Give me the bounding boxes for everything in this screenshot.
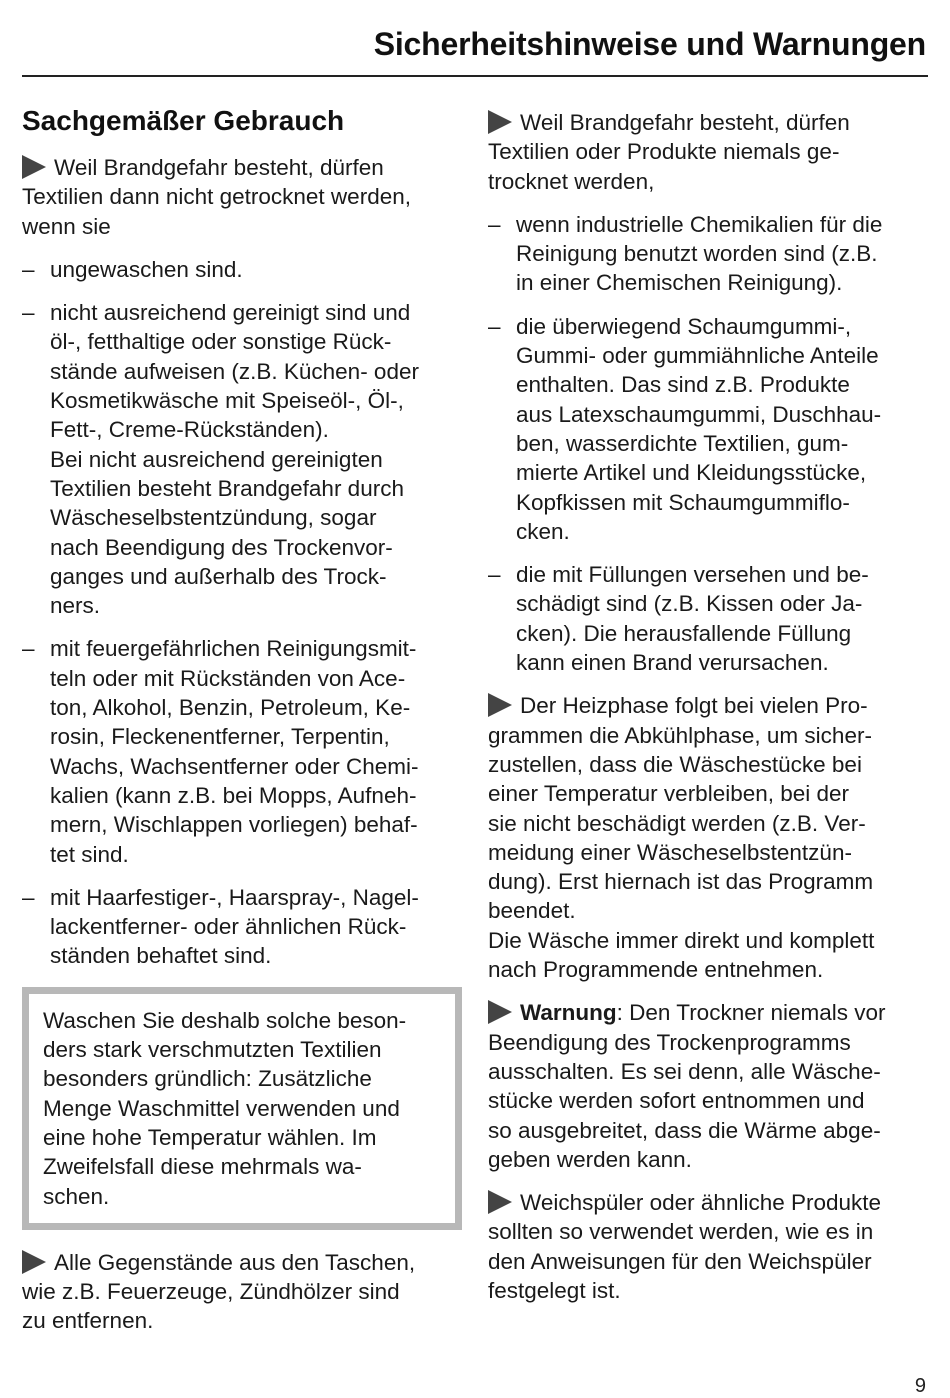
triangle-bullet-icon bbox=[22, 1250, 46, 1274]
triangle-bullet-icon bbox=[22, 155, 46, 179]
list-item bbox=[488, 210, 928, 298]
softener-paragraph bbox=[488, 1188, 928, 1305]
pockets-paragraph bbox=[22, 1248, 462, 1336]
left-column bbox=[22, 103, 462, 1350]
list-item-text: die überwiegend Schaumgummi-, Gummi- oder gummiähnliche Anteile enthalten. Das sind z.B. Produkte aus Latexschaumgummi, Duschhau- ben, wasserdichte Textilien, gum- mierte Artikel und Kleidungsstücke, Kopfkissen mit Schaumgummiflo- cken. bbox=[516, 313, 882, 544]
right-column bbox=[488, 108, 928, 1319]
intro-paragraph bbox=[22, 153, 462, 241]
intro-text: Weil Brandgefahr besteht, dürfen Textilien oder Produkte niemals ge- trocknet werden, bbox=[488, 110, 850, 194]
warning-paragraph bbox=[488, 998, 928, 1174]
intro-text: Weil Brandgefahr besteht, dürfen Textilien dann nicht getrocknet werden, wenn sie bbox=[22, 155, 411, 239]
page-number: 9 bbox=[914, 1375, 926, 1397]
note-box: Waschen Sie deshalb solche beson- ders stark verschmutzten Textilien besonders gründlich: Zusätzliche Menge Waschmittel verwenden und eine hohe Temperatur wählen. Im Zweifelsfall diese mehrmals wa- schen. bbox=[22, 987, 462, 1230]
pockets-text: Alle Gegenstände aus den Taschen, wie z.B. Feuerzeuge, Zündhölzer sind zu entfernen. bbox=[22, 1249, 416, 1334]
list-item-text: wenn industrielle Chemikalien für die Reinigung benutzt worden sind (z.B. in einer Chemischen Reinigung). bbox=[516, 211, 883, 296]
heat-phase-text: Der Heizphase folgt bei vielen Pro- grammen die Abkühlphase, um sicher- zustellen, dass die Wäschestücke bei einer Temperatur verbleiben, bei der sie nicht beschädigt werden (z.B. Ver- meidung einer Wäscheselbstentzün- dung). Erst hiernach ist das Programm beendet. Die Wäsche immer direkt und komplett nach Programmende entnehmen. bbox=[488, 693, 875, 983]
page-title: Sicherheitshinweise und Warnungen bbox=[373, 26, 926, 62]
dash-bullet: – bbox=[488, 211, 501, 237]
warning-text: : Den Trockner niemals vor Beendigung des Trockenprogramms ausschalten. Es sei denn, alle Wäsche- stücke werden sofort entnommen und so ausgebreitet, dass die Wärme abge- geben werden kann. bbox=[488, 1000, 886, 1172]
warning-label: Warnung bbox=[520, 1000, 617, 1026]
triangle-bullet-icon bbox=[488, 693, 512, 717]
list-item bbox=[22, 298, 462, 620]
list-item-text: ungewaschen sind. bbox=[50, 256, 243, 282]
dash-bullet: – bbox=[22, 256, 35, 282]
list-item-text: mit Haarfestiger-, Haarspray-, Nagel- lackentferner- oder ähnlichen Rück- ständen behaftet sind. bbox=[50, 884, 419, 969]
heat-phase-paragraph bbox=[488, 691, 928, 984]
triangle-bullet-icon bbox=[488, 1000, 512, 1024]
dash-bullet: – bbox=[22, 636, 35, 662]
softener-text: Weichspüler oder ähnliche Produkte sollten so verwendet werden, wie es in den Anweisungen für den Weichspüler festgelegt ist. bbox=[488, 1190, 882, 1303]
list-item-text: die mit Füllungen versehen und be- schädigt sind (z.B. Kissen oder Ja- cken). Die herausfallende Füllung kann einen Brand verursachen. bbox=[516, 562, 869, 676]
dash-bullet: – bbox=[22, 884, 35, 910]
list-item bbox=[488, 312, 928, 546]
intro-paragraph bbox=[488, 108, 928, 196]
triangle-bullet-icon bbox=[488, 110, 512, 134]
header-divider bbox=[22, 75, 928, 77]
dash-bullet: – bbox=[488, 313, 501, 339]
dash-bullet: – bbox=[22, 300, 35, 326]
list-item bbox=[488, 560, 928, 677]
list-item bbox=[22, 255, 462, 284]
section-heading: Sachgemäßer Gebrauch bbox=[22, 105, 345, 136]
list-item bbox=[22, 883, 462, 971]
dash-bullet: – bbox=[488, 562, 501, 588]
list-item-text: mit feuergefährlichen Reinigungsmit- teln oder mit Rückständen von Ace- ton, Alkohol, Benzin, Petroleum, Ke- rosin, Fleckenentferner, Terpentin, Wachs, Wachsentferner oder Chemi- kalien (kann z.B. bei Mopps, Aufneh- mern, Wischlappen vorliegen) behaf- tet sind. bbox=[50, 636, 419, 867]
list-item bbox=[22, 634, 462, 868]
triangle-bullet-icon bbox=[488, 1190, 512, 1214]
list-item-text: nicht ausreichend gereinigt sind und öl-, fetthaltige oder sonstige Rück- stände aufweisen (z.B. Küchen- oder Kosmetikwäsche mit Speiseöl-, Öl-, Fett-, Creme-Rückständen). Bei nicht ausreichend gereinigten Textilien besteht Brandgefahr durch Wäscheselbstentzündung, sogar nach Beendigung des Trockenvor- ganges und außerhalb des Trock- ners. bbox=[50, 300, 419, 619]
